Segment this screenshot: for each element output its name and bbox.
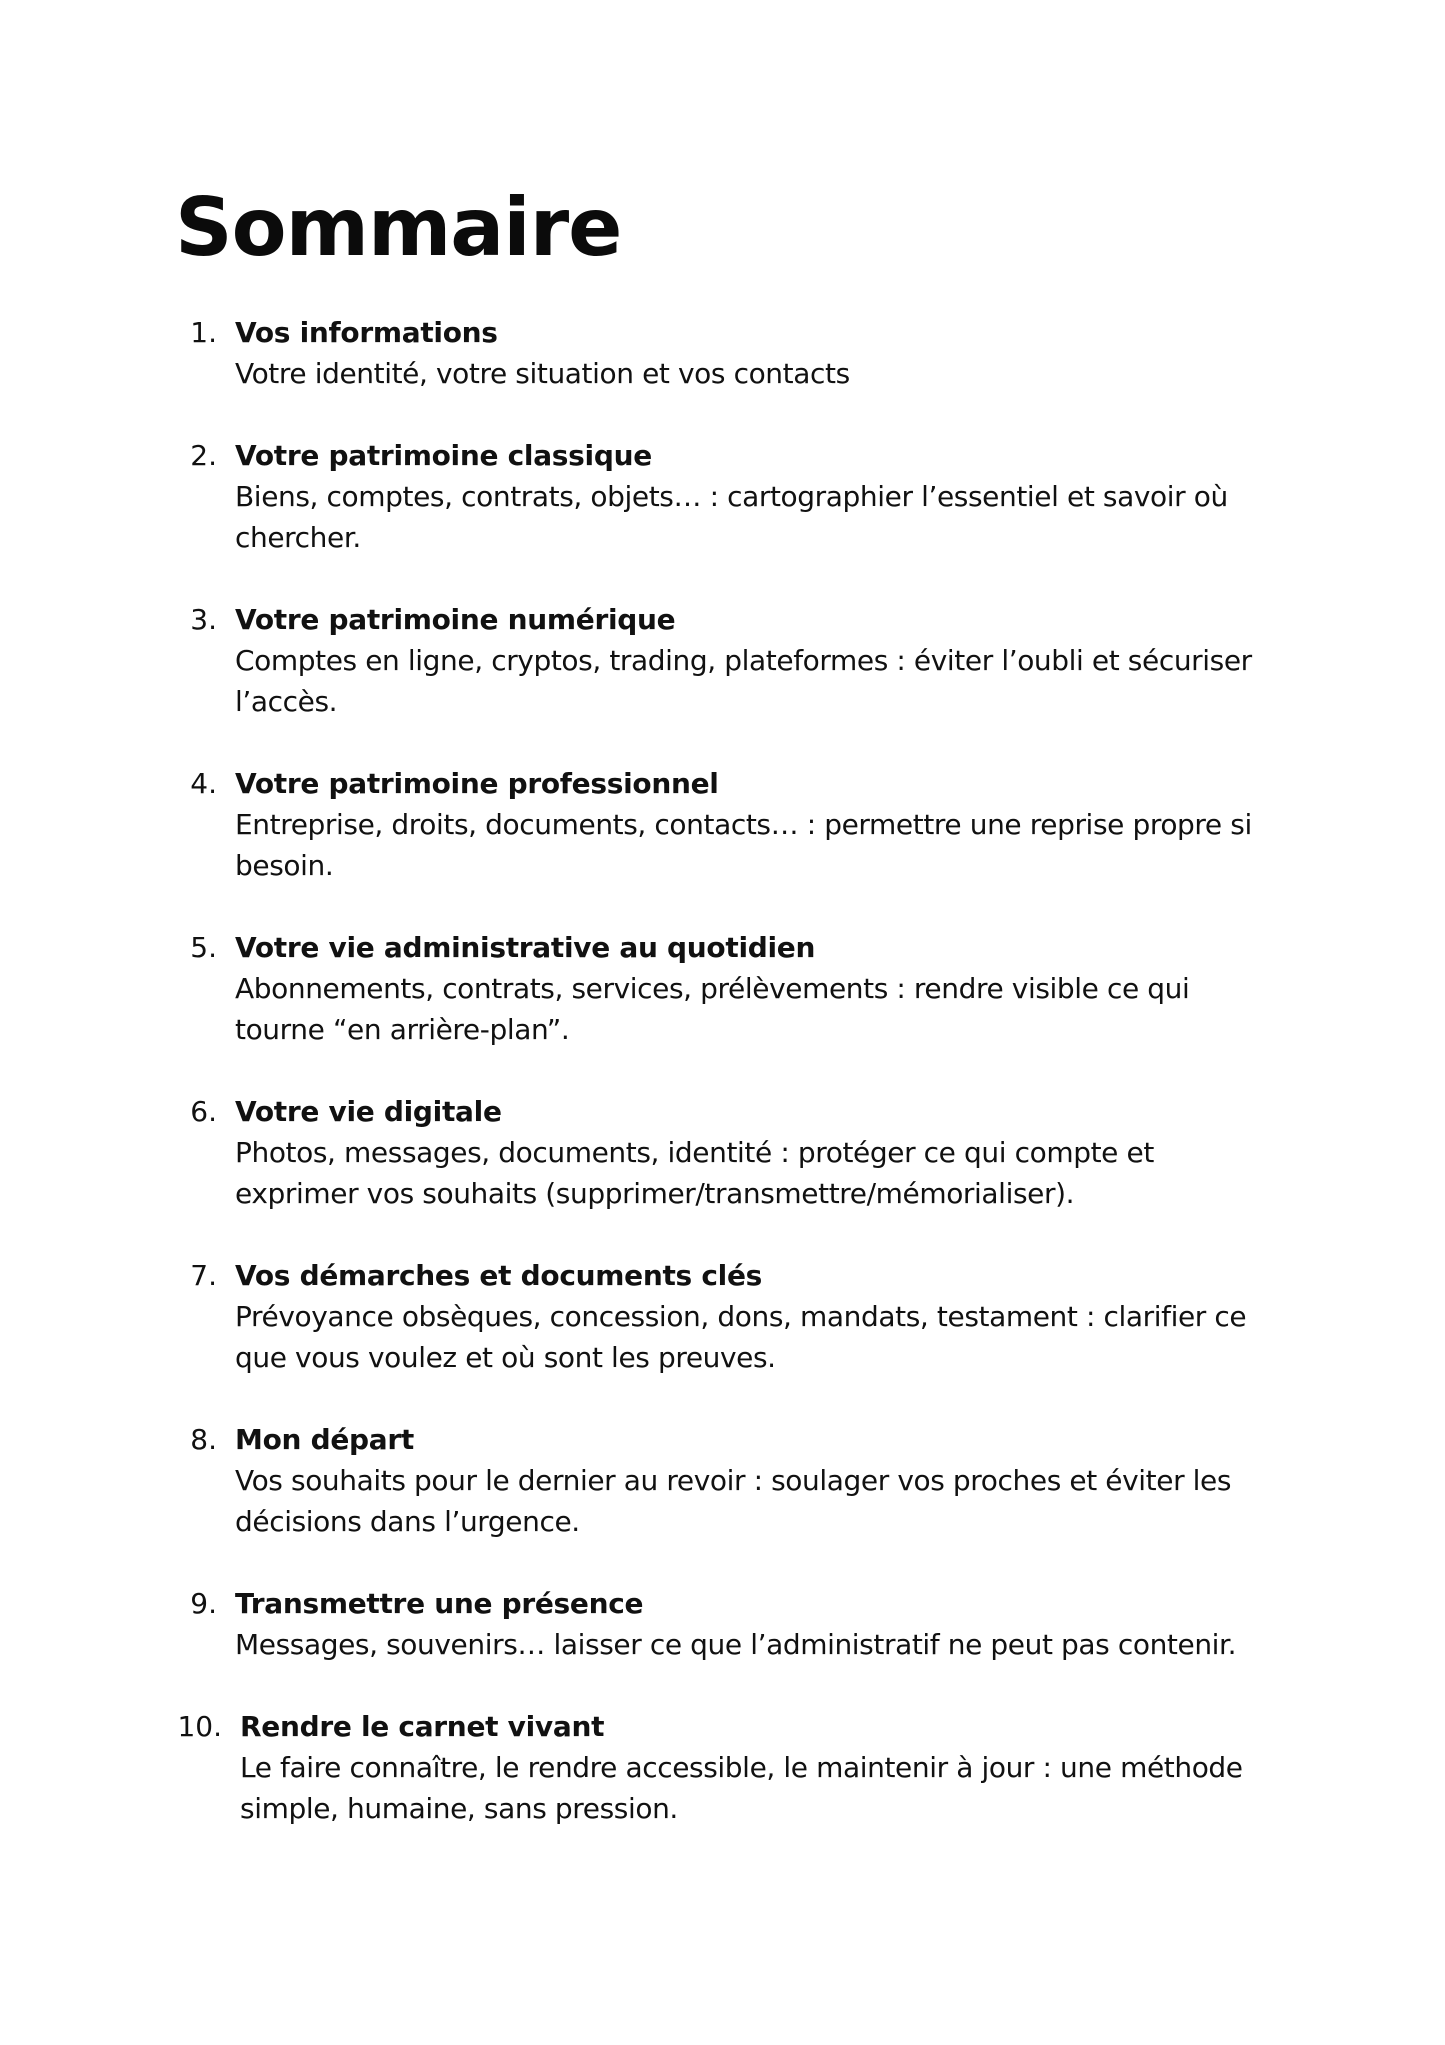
toc-item-3: [0, 599, 1445, 722]
toc-item-4: [0, 763, 1445, 886]
table-of-contents: [0, 312, 1445, 1870]
toc-item-heading: Transmettre une présence: [235, 1587, 644, 1620]
page-title: Sommaire: [175, 181, 622, 274]
toc-item-description: Votre identité, votre situation et vos contacts: [235, 357, 850, 390]
toc-item-heading: Rendre le carnet vivant: [240, 1710, 605, 1743]
toc-item-number: 5.: [190, 931, 217, 964]
toc-item-number: 3.: [190, 603, 217, 636]
toc-item-heading: Votre patrimoine classique: [235, 439, 652, 472]
toc-item-7: [0, 1255, 1445, 1378]
toc-item-heading: Vos démarches et documents clés: [235, 1259, 763, 1292]
toc-item-description: Abonnements, contrats, services, prélèvements : rendre visible ce qui tourne “en arrière-plan”.: [235, 972, 1190, 1046]
toc-item-description: Entreprise, droits, documents, contacts… : permettre une reprise propre si besoin.: [235, 808, 1252, 882]
toc-item-6: [0, 1091, 1445, 1214]
toc-item-number: 7.: [190, 1259, 217, 1292]
toc-item-description: Photos, messages, documents, identité : protéger ce qui compte et exprimer vos souhaits (supprimer/transmettre/mémorialiser).: [235, 1136, 1154, 1210]
toc-item-description: Vos souhaits pour le dernier au revoir : soulager vos proches et éviter les décisions dans l’urgence.: [235, 1464, 1232, 1538]
toc-item-heading: Votre patrimoine numérique: [235, 603, 676, 636]
toc-item-number: 10.: [177, 1710, 222, 1743]
toc-item-heading: Mon départ: [235, 1423, 414, 1456]
toc-item-description: Biens, comptes, contrats, objets… : cartographier l’essentiel et savoir où chercher.: [235, 480, 1228, 554]
toc-item-number: 8.: [190, 1423, 217, 1456]
toc-item-description: Comptes en ligne, cryptos, trading, plateformes : éviter l’oubli et sécuriser l’accès.: [235, 644, 1252, 718]
toc-item-description: Messages, souvenirs… laisser ce que l’administratif ne peut pas contenir.: [235, 1628, 1237, 1661]
toc-item-number: 2.: [190, 439, 217, 472]
toc-item-heading: Votre vie digitale: [235, 1095, 502, 1128]
toc-item-number: 6.: [190, 1095, 217, 1128]
toc-item-number: 4.: [190, 767, 217, 800]
toc-item-1: [0, 312, 1445, 394]
toc-item-2: [0, 435, 1445, 558]
toc-item-heading: Votre patrimoine professionnel: [235, 767, 719, 800]
toc-item-description: Le faire connaître, le rendre accessible, le maintenir à jour : une méthode simple, humaine, sans pression.: [240, 1751, 1243, 1825]
toc-item-heading: Vos informations: [235, 316, 498, 349]
toc-item-heading: Votre vie administrative au quotidien: [235, 931, 816, 964]
toc-item-10: [0, 1706, 1445, 1829]
toc-item-9: [0, 1583, 1445, 1665]
toc-item-description: Prévoyance obsèques, concession, dons, mandats, testament : clarifier ce que vous voulez et où sont les preuves.: [235, 1300, 1247, 1374]
toc-item-5: [0, 927, 1445, 1050]
toc-item-number: 1.: [190, 316, 217, 349]
toc-item-8: [0, 1419, 1445, 1542]
toc-item-number: 9.: [190, 1587, 217, 1620]
